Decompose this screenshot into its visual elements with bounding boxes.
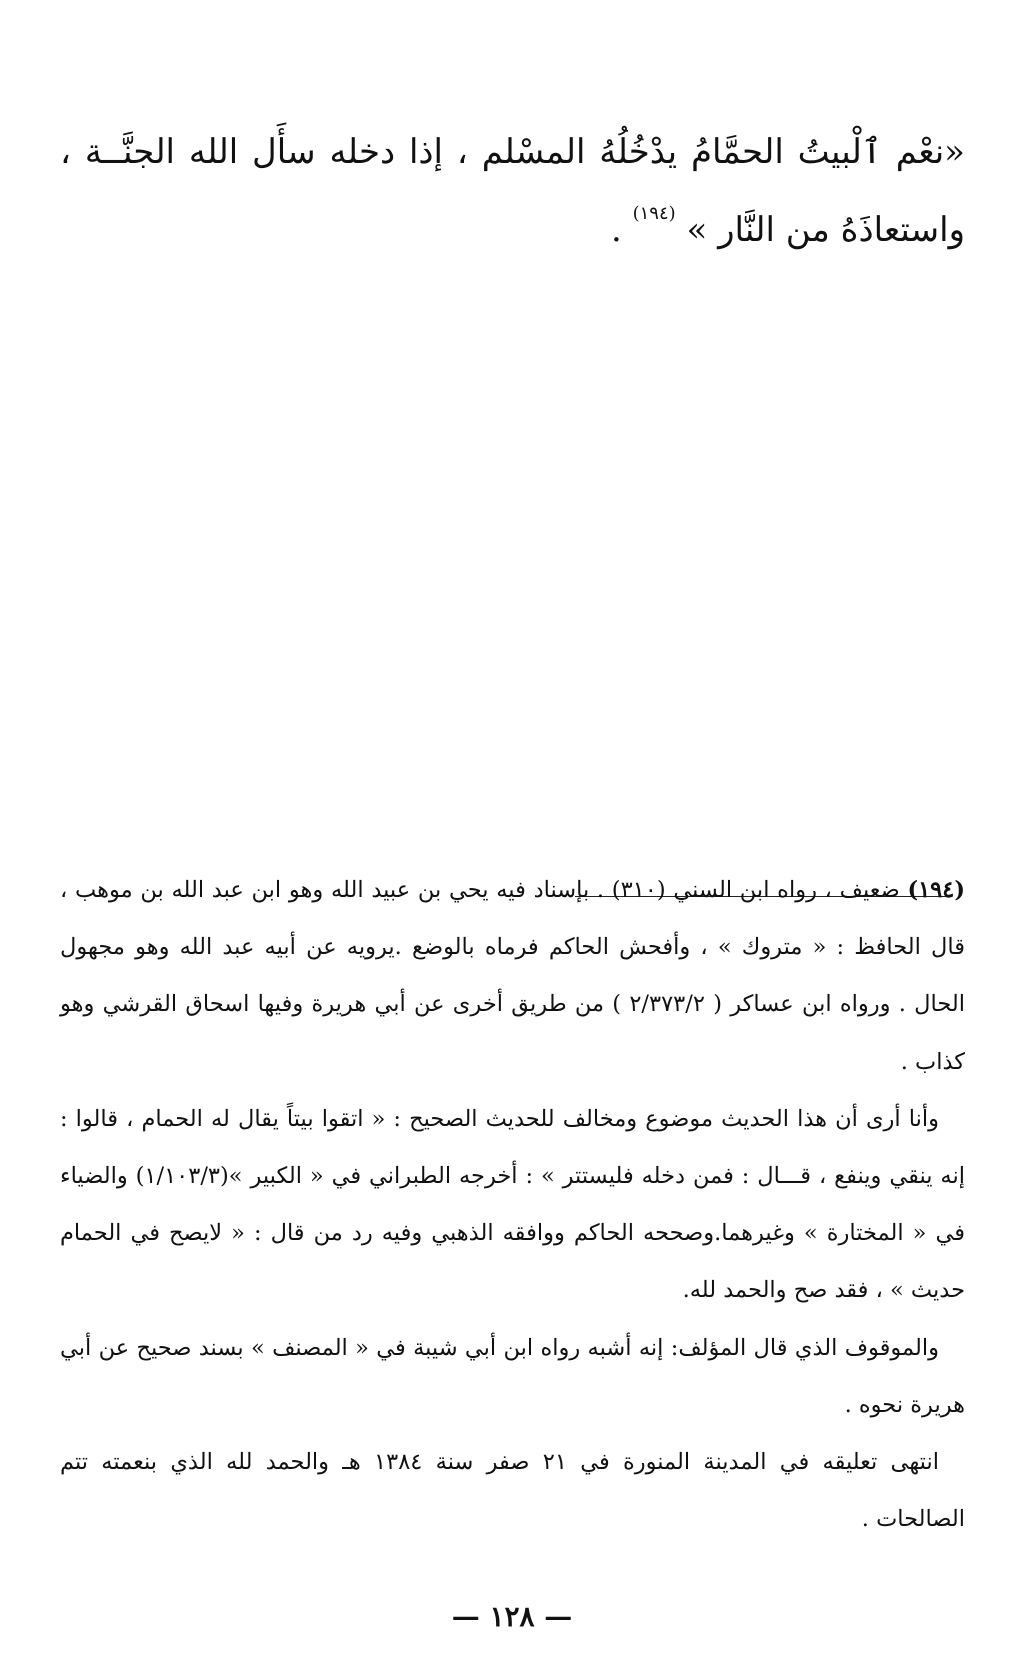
hadith-line-2: واستعاذَهُ من النَّار »: [686, 210, 965, 250]
page-number: — ١٢٨ —: [451, 1600, 573, 1633]
footnote-paragraph-3: والموقوف الذي قال المؤلف: إنه أشبه رواه ابن أبي شيبة في « المصنف » بسند صحيح عن أبي هريرة نحوه .: [60, 1334, 965, 1418]
footnote-reference: (١٩٤): [632, 203, 676, 224]
footnote-paragraph-1-text: ضعيف ، رواه ابن السني (٣١٠) . بإسناد فيه يحي بن عبيد الله وهو ابن عبد الله بن موهب ، قال الحافظ : « متروك » ، وأفحش الحاكم فرماه بالوضع .يرويه عن أبيه عبد الله وهو مجهول الحال . ورواه ابن عساكر ( ٢/٣٧٣/٢ ) من طريق أخرى عن أبي هريرة وفيها اسحاق القرشي وهو كذاب .: [60, 877, 966, 1075]
hadith-end-dot: .: [610, 210, 622, 250]
footnote-block: [60, 862, 965, 1548]
hadith-text-line-1: [60, 132, 965, 173]
footnote-paragraph-2: وأنا أرى أن هذا الحديث موضوع ومخالف للحديث الصحيح : « اتقوا بيتاً يقال له الحمام ، قالوا : إنه ينقي وينفع ، قـــال : فمن دخله فليستتر » : أخرجه الطبراني في « الكبير »(١/١٠٣/٣) والضياء في « المختارة » وغيرهما.وصححه الحاكم ووافقه الذهبي وفيه رد من قال : « لايصح في الحمام حديث » ، فقد صح والحمد لله.: [60, 1105, 966, 1304]
footnote-paragraph-1: [60, 862, 965, 1091]
footnote-number: (١٩٤): [907, 877, 966, 903]
hadith-text-line-2: [60, 203, 965, 251]
hadith-line-1: «نعْم ٱلْبيتُ الحمَّامُ يدْخُلُهُ المسْلم ، إذا دخله سأَل الله الجنَّــة ،: [60, 132, 965, 172]
footnote-paragraph-4: انتهى تعليقه في المدينة المنورة في ٢١ صفر سنة ١٣٨٤ هـ والحمد لله الذي بنعمته تتم الصالحات .: [60, 1449, 965, 1533]
